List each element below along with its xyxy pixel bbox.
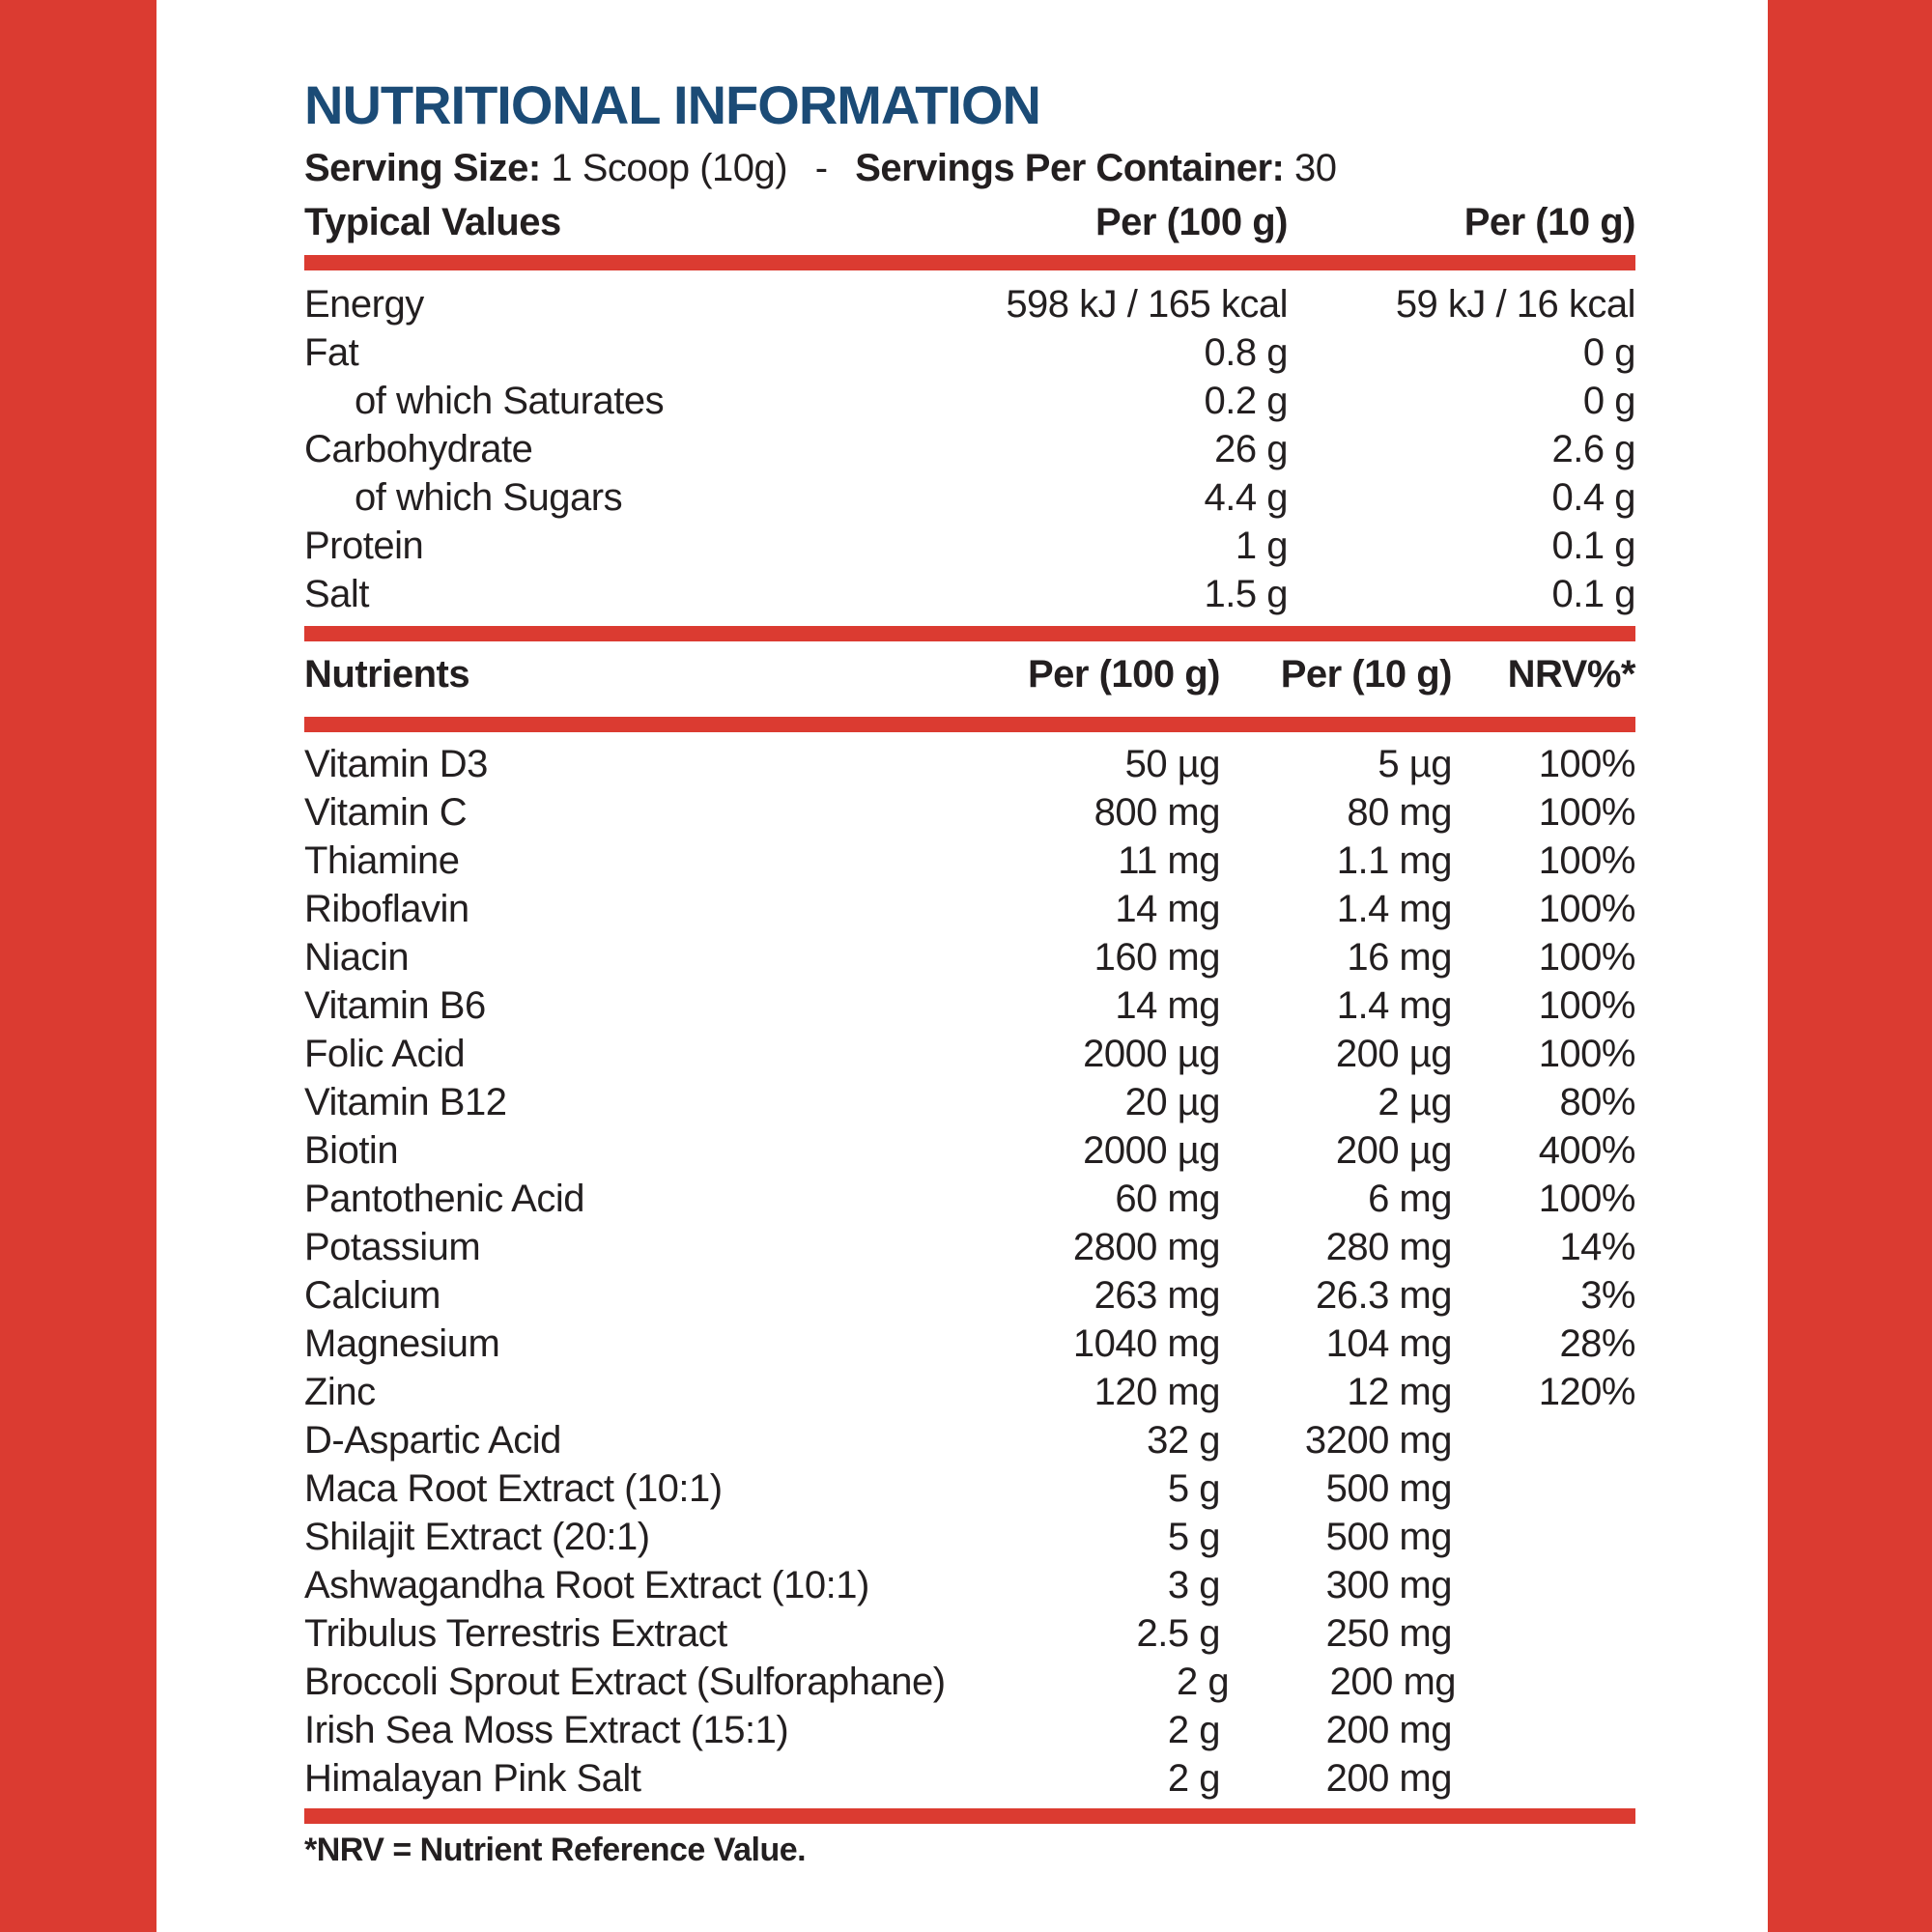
per-100g-value: 120 mg [1094, 1370, 1220, 1413]
per-100g-value: 14 mg [1115, 983, 1220, 1027]
per-100g-column-title: Per (100 g) [1094, 201, 1288, 243]
nutrient-row [304, 1464, 1635, 1513]
per-10g-value: 200 mg [1325, 1756, 1452, 1800]
per-10g-value: 200 µg [1335, 1128, 1452, 1172]
row-label: Pantothenic Acid [304, 1177, 584, 1220]
left-red-band [0, 0, 156, 1932]
per-10g-value: 26.3 mg [1315, 1273, 1452, 1317]
nutrient-row [304, 933, 1635, 981]
nutrient-row [304, 1175, 1635, 1223]
per-100g-value: 14 mg [1115, 887, 1220, 930]
servings-per-container-label: Servings Per Container: [855, 147, 1285, 189]
per-100g-value: 11 mg [1118, 838, 1220, 882]
per-100g-value: 2 g [1167, 1708, 1220, 1751]
per-10g-value: 0 g [1582, 330, 1635, 374]
typical-values-row [304, 522, 1635, 570]
per-10g-value: 80 mg [1347, 790, 1452, 834]
row-label: Protein [304, 524, 424, 567]
nrv-value: 3% [1580, 1273, 1635, 1317]
per-100g-value: 4.4 g [1204, 475, 1288, 519]
row-label: Thiamine [304, 838, 460, 882]
per-100g-value: 2.5 g [1136, 1611, 1220, 1655]
per-10g-value: 59 kJ / 16 kcal [1395, 282, 1635, 326]
row-label: Vitamin D3 [304, 742, 488, 785]
per-100g-value: 26 g [1214, 427, 1288, 470]
row-label: Zinc [304, 1370, 376, 1413]
per-100g-value: 50 µg [1124, 742, 1220, 785]
per-10g-value: 1.1 mg [1336, 838, 1452, 882]
nutrient-row [304, 1609, 1635, 1658]
per-100g-column-title: Per (100 g) [1027, 653, 1220, 696]
per-10g-column-title: Per (10 g) [1280, 653, 1452, 696]
per-10g-value: 12 mg [1347, 1370, 1452, 1413]
per-10g-value: 104 mg [1325, 1321, 1452, 1365]
nrv-value: 100% [1538, 1177, 1635, 1220]
divider-bar [304, 626, 1635, 641]
nutrient-row [304, 885, 1635, 933]
per-10g-value: 1.4 mg [1336, 983, 1452, 1027]
nrv-value: 100% [1538, 742, 1635, 785]
per-10g-value: 2.6 g [1551, 427, 1635, 470]
per-100g-value: 0.2 g [1204, 379, 1288, 422]
per-10g-value: 5 µg [1378, 742, 1452, 785]
row-label: Folic Acid [304, 1032, 466, 1075]
row-label: of which Sugars [355, 475, 623, 519]
label-panel [304, 0, 1635, 1932]
per-100g-value: 2 g [1177, 1660, 1230, 1703]
divider-bar [304, 717, 1635, 732]
per-100g-value: 160 mg [1094, 935, 1220, 979]
per-10g-value: 500 mg [1325, 1515, 1452, 1558]
per-10g-value: 0 g [1582, 379, 1635, 422]
nrv-value: 28% [1559, 1321, 1635, 1365]
row-label: Tribulus Terrestris Extract [304, 1611, 727, 1655]
row-label: Potassium [304, 1225, 481, 1268]
per-100g-value: 2000 µg [1083, 1032, 1220, 1075]
typical-values-row [304, 280, 1635, 328]
row-label: Himalayan Pink Salt [304, 1756, 641, 1800]
serving-size-value: 1 Scoop (10g) [551, 147, 788, 189]
nutrient-row [304, 1368, 1635, 1416]
per-10g-value: 200 mg [1329, 1660, 1457, 1703]
nutrients-column-title: Nutrients [304, 653, 470, 696]
nutrient-row [304, 1126, 1635, 1175]
nrv-value: 80% [1559, 1080, 1635, 1123]
per-10g-value: 1.4 mg [1336, 887, 1452, 930]
serving-size-label: Serving Size: [304, 147, 541, 189]
row-label: Ashwagandha Root Extract (10:1) [304, 1563, 869, 1606]
per-100g-value: 20 µg [1124, 1080, 1220, 1123]
per-100g-value: 5 g [1167, 1466, 1220, 1510]
nutrient-row [304, 1706, 1635, 1754]
per-10g-column-title: Per (10 g) [1463, 201, 1635, 243]
row-label: Calcium [304, 1273, 440, 1317]
per-10g-value: 0.4 g [1551, 475, 1635, 519]
nrv-value: 100% [1538, 838, 1635, 882]
per-100g-value: 0.8 g [1204, 330, 1288, 374]
row-label: Vitamin B12 [304, 1080, 507, 1123]
row-label: Riboflavin [304, 887, 469, 930]
nrv-value: 100% [1538, 790, 1635, 834]
per-10g-value: 0.1 g [1551, 572, 1635, 615]
nutrient-row [304, 1513, 1635, 1561]
nrv-value: 120% [1538, 1370, 1635, 1413]
per-100g-value: 2800 mg [1072, 1225, 1220, 1268]
row-label: Niacin [304, 935, 410, 979]
nutrient-row [304, 1223, 1635, 1271]
per-100g-value: 800 mg [1094, 790, 1220, 834]
nrv-footnote: *NRV = Nutrient Reference Value. [304, 1832, 807, 1868]
nrv-value: 400% [1538, 1128, 1635, 1172]
nutrient-row [304, 981, 1635, 1030]
per-10g-value: 200 mg [1325, 1708, 1452, 1751]
per-10g-value: 3200 mg [1304, 1418, 1452, 1462]
nutrient-row [304, 1320, 1635, 1368]
per-100g-value: 2 g [1167, 1756, 1220, 1800]
nutrient-row [304, 1658, 1635, 1706]
row-label: Biotin [304, 1128, 399, 1172]
nutrient-row [304, 1030, 1635, 1078]
per-100g-value: 263 mg [1094, 1273, 1220, 1317]
nrv-value: 100% [1538, 887, 1635, 930]
right-red-band [1768, 0, 1932, 1932]
serving-separator: - [814, 147, 828, 189]
typical-values-row [304, 570, 1635, 618]
nrv-value: 100% [1538, 1032, 1635, 1075]
per-10g-value: 0.1 g [1551, 524, 1635, 567]
per-100g-value: 1.5 g [1204, 572, 1288, 615]
typical-values-row [304, 328, 1635, 377]
per-100g-value: 598 kJ / 165 kcal [1006, 282, 1288, 326]
per-10g-value: 16 mg [1347, 935, 1452, 979]
per-10g-value: 300 mg [1325, 1563, 1452, 1606]
row-label: Shilajit Extract (20:1) [304, 1515, 650, 1558]
row-label: Maca Root Extract (10:1) [304, 1466, 723, 1510]
nrv-value: 100% [1538, 983, 1635, 1027]
per-10g-value: 280 mg [1325, 1225, 1452, 1268]
nrv-column-title: NRV%* [1507, 653, 1635, 696]
typical-values-column-title: Typical Values [304, 201, 561, 243]
typical-values-table [304, 280, 1635, 618]
page-title: NUTRITIONAL INFORMATION [304, 74, 1040, 135]
servings-per-container-value: 30 [1294, 147, 1337, 189]
nutrients-table [304, 740, 1635, 1803]
row-label: of which Saturates [355, 379, 665, 422]
nutrient-row [304, 1416, 1635, 1464]
row-label: Broccoli Sprout Extract (Sulforaphane) [304, 1660, 946, 1703]
per-10g-value: 500 mg [1325, 1466, 1452, 1510]
nutrient-row [304, 1078, 1635, 1126]
serving-info [304, 147, 1337, 190]
nutrients-header [304, 653, 1635, 696]
nutrient-row [304, 1754, 1635, 1803]
nrv-value: 100% [1538, 935, 1635, 979]
row-label: Vitamin B6 [304, 983, 486, 1027]
divider-bar [304, 1808, 1635, 1824]
row-label: Carbohydrate [304, 427, 533, 470]
row-label: D-Aspartic Acid [304, 1418, 561, 1462]
per-100g-value: 1 g [1235, 524, 1288, 567]
typical-values-row [304, 473, 1635, 522]
nutrient-row [304, 788, 1635, 837]
per-100g-value: 1040 mg [1072, 1321, 1220, 1365]
nrv-value: 14% [1559, 1225, 1635, 1268]
nutrient-row [304, 740, 1635, 788]
per-10g-value: 2 µg [1378, 1080, 1452, 1123]
row-label: Fat [304, 330, 359, 374]
typical-values-header [304, 201, 1635, 244]
per-100g-value: 3 g [1167, 1563, 1220, 1606]
typical-values-row [304, 425, 1635, 473]
nutrient-row [304, 1561, 1635, 1609]
per-100g-value: 5 g [1167, 1515, 1220, 1558]
per-100g-value: 2000 µg [1083, 1128, 1220, 1172]
row-label: Irish Sea Moss Extract (15:1) [304, 1708, 789, 1751]
per-100g-value: 32 g [1147, 1418, 1220, 1462]
per-100g-value: 60 mg [1115, 1177, 1220, 1220]
per-10g-value: 6 mg [1368, 1177, 1452, 1220]
row-label: Vitamin C [304, 790, 468, 834]
per-10g-value: 250 mg [1325, 1611, 1452, 1655]
typical-values-row [304, 377, 1635, 425]
nutrient-row [304, 837, 1635, 885]
row-label: Energy [304, 282, 424, 326]
row-label: Salt [304, 572, 369, 615]
row-label: Magnesium [304, 1321, 500, 1365]
nutrient-row [304, 1271, 1635, 1320]
per-10g-value: 200 µg [1335, 1032, 1452, 1075]
divider-bar [304, 255, 1635, 270]
